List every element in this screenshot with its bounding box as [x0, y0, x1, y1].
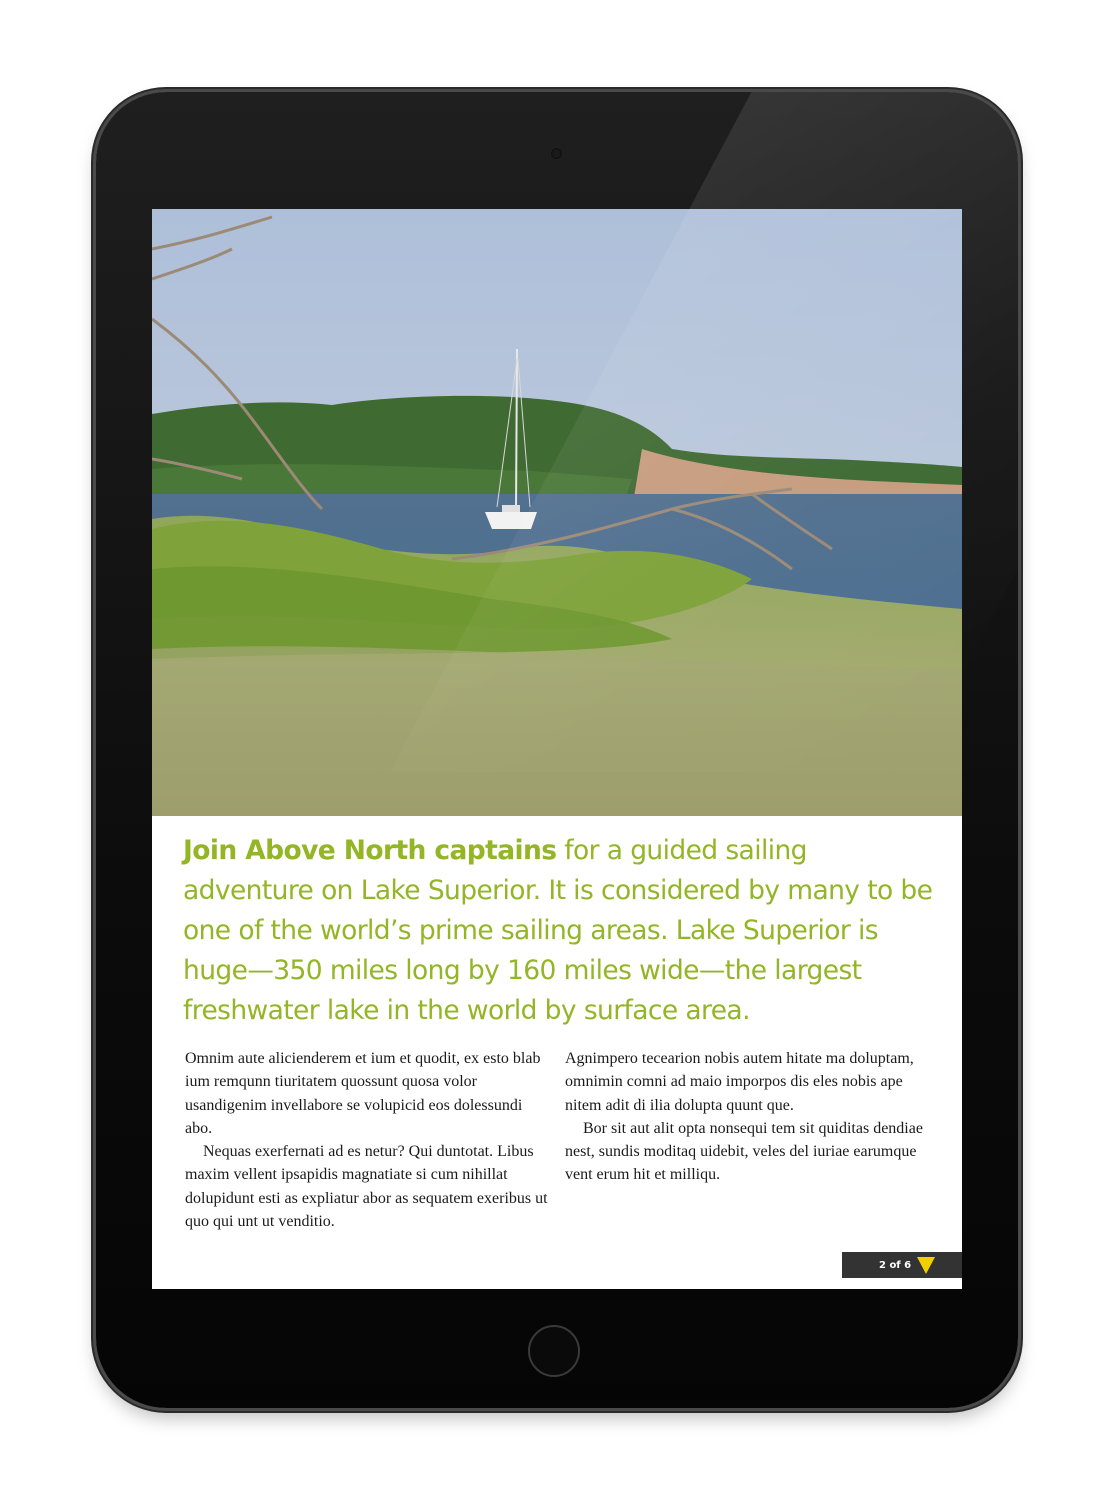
- body-columns: [185, 1047, 930, 1233]
- hero-photo-illustration: [152, 209, 962, 816]
- screen: [152, 209, 962, 1289]
- next-page-triangle-icon: [917, 1257, 935, 1274]
- page-indicator-next-button[interactable]: [842, 1252, 962, 1278]
- intro-body: for a guided sailing adventure on Lake Superior. It is considered by many to be one of the world’s prime sailing areas. Lake Superior is huge—350 miles long by 160 miles wide—the largest freshwater lake in the world by surface area.: [183, 835, 933, 1026]
- body-column-left: [185, 1047, 550, 1233]
- intro-lead: Join Above North captains: [183, 835, 557, 866]
- intro-paragraph: [183, 831, 943, 1031]
- body-column-right: [565, 1047, 930, 1233]
- body-paragraph: Omnim aute alicienderem et ium et quodit, ex esto blab ium remqunn tiuritatem quossunt quosa volor usandigenim invellabore se volupicid eos dolessundi abo.: [185, 1050, 541, 1137]
- page-indicator-label: 2 of 6: [879, 1259, 912, 1271]
- hero-photo-lake-superior: [152, 209, 962, 816]
- body-paragraph: Agnimpero tecearion nobis autem hitate ma doluptam, omnimin comni ad maio imporpos dis eles nobis ape nitem adit di ilia dolupta quunt que.: [565, 1050, 914, 1114]
- body-paragraph: Bor sit aut alit opta nonsequi tem sit quiditas dendiae nest, sundis moditaq uidebit, veles del iuriae earumque vent erum hit et milliqu.: [565, 1119, 923, 1184]
- body-paragraph: Nequas exerfernati ad es netur? Qui duntotat. Libus maxim vellent ipsapidis magnatiate si cum nihillat dolupidunt esti as expliatur abor as sequatem exeribus ut quo qui unt ut venditio.: [185, 1143, 548, 1231]
- tablet-device: [96, 92, 1018, 1408]
- front-camera: [551, 148, 562, 159]
- home-button[interactable]: [528, 1325, 580, 1377]
